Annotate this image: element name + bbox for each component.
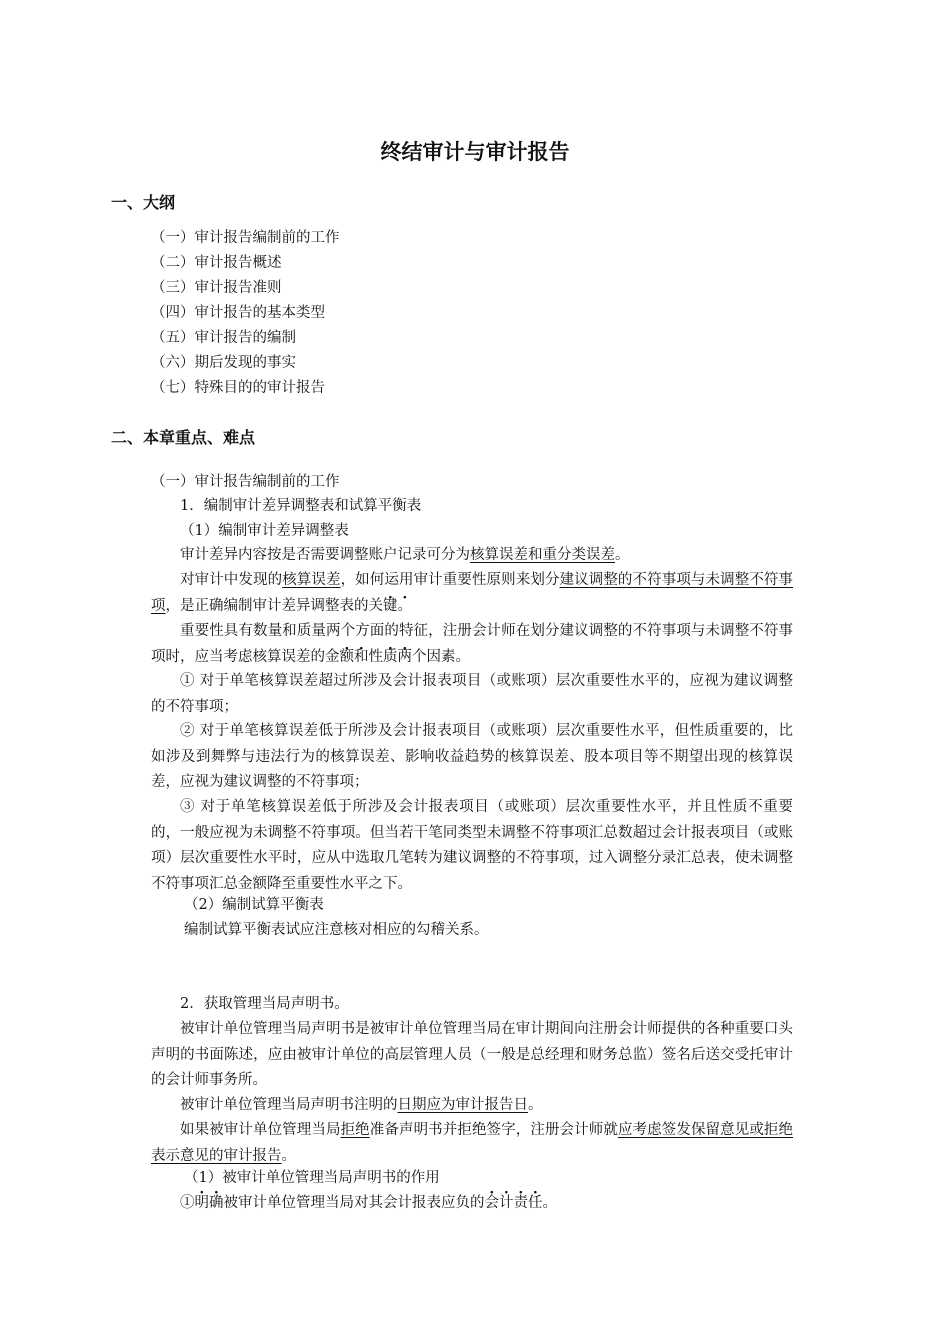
paragraph: ② 对于单笔核算误差低于所涉及会计报表项目（或账项）层次重要性水平，但性质重要的，比如涉及到舞弊与违法行为的核算误差、影响收益趋势的核算误差、股本项目等不期望出现的核算误差，应视为建议调整的不符事项； bbox=[151, 723, 793, 790]
emphasis-char: 明 bbox=[194, 1195, 209, 1211]
subsection-heading: 2．获取管理当局声明书。 bbox=[180, 996, 349, 1012]
emphasis-char: 键 bbox=[383, 597, 398, 614]
underlined-term: 核算误差和重分类误差 bbox=[470, 547, 615, 563]
outline-item: （七）特殊目的的审计报告 bbox=[151, 380, 325, 396]
outline-item: （四）审计报告的基本类型 bbox=[151, 305, 325, 321]
emphasis-char: 质 bbox=[383, 648, 398, 665]
underlined-term: 核算误差 bbox=[282, 572, 341, 588]
paragraph: 被审计单位管理当局声明书是被审计单位管理当局在审计期间向注册会计师提供的各种重要口头声明的书面陈述，应由被审计单位的高层管理人员（一般是总经理和财务总监）签名后送交受托审计的会计师事务所。 bbox=[151, 1021, 793, 1088]
paragraph: 审计差异内容按是否需要调整账户记录可分为核算误差和重分类误差。 bbox=[180, 547, 630, 563]
paragraph: ①明确被审计单位管理当局对其会计报表应负的会计责任。 bbox=[180, 1195, 557, 1211]
underlined-term: 应考虑签发保留意见或拒绝表示意见的审计报告 bbox=[151, 1122, 794, 1164]
subsection-heading: 1．编制审计差异调整表和试算平衡表 bbox=[180, 498, 422, 514]
paragraph: 编制试算平衡表试应注意核对相应的勾稽关系。 bbox=[184, 922, 489, 938]
subsection-item: （1）编制审计差异调整表 bbox=[180, 523, 349, 539]
emphasis-char: 金 bbox=[325, 648, 340, 665]
subsection-item: （2）编制试算平衡表 bbox=[184, 897, 324, 913]
outline-item: （三）审计报告准则 bbox=[151, 280, 282, 296]
emphasis-char: 任 bbox=[528, 1195, 543, 1211]
paragraph: 被审计单位管理当局声明书注明的日期应为审计报告日。 bbox=[180, 1097, 543, 1113]
underlined-term: 建议调整的不符事项与未调整不符事项 bbox=[151, 572, 794, 614]
outline-item: （二）审计报告概述 bbox=[151, 255, 282, 271]
paragraph: ③ 对于单笔核算误差低于所涉及会计报表项目（或账项）层次重要性水平，并且性质不重要的，一般应视为未调整不符事项。但当若干笔同类型未调整不符事项汇总数超过会计报表项目（或账项）层次重要性水平时，应从中选取几笔转为建议调整的不符事项，过入调整分录汇总表，使未调整不符事项汇总金额降至重要性水平之下。 bbox=[151, 799, 793, 892]
paragraph: 重要性具有数量和质量两个方面的特征，注册会计师在划分建议调整的不符事项与未调整不符事项时，应当考虑核算误差的金额和性质两个因素。 bbox=[151, 623, 793, 665]
section-heading: （一）审计报告编制前的工作 bbox=[151, 474, 340, 490]
outline-item: （六）期后发现的事实 bbox=[151, 355, 296, 371]
outline-item: （一）审计报告编制前的工作 bbox=[151, 230, 340, 246]
emphasis-char: 责 bbox=[513, 1195, 528, 1211]
emphasis-char: 关 bbox=[368, 597, 383, 614]
key-points-heading: 二、本章重点、难点 bbox=[111, 428, 256, 447]
emphasis-char: 确 bbox=[209, 1195, 224, 1211]
underlined-term: 拒绝 bbox=[340, 1122, 370, 1138]
emphasis-char: 会 bbox=[484, 1195, 499, 1211]
emphasis-char: 额 bbox=[339, 648, 354, 665]
subsection-item: （1）被审计单位管理当局声明书的作用 bbox=[184, 1170, 440, 1186]
paragraph: 如果被审计单位管理当局拒绝准备声明书并拒绝签字，注册会计师就应考虑签发保留意见或拒绝表示意见的审计报告。 bbox=[151, 1122, 794, 1164]
paragraph: ① 对于单笔核算误差超过所涉及会计报表项目（或账项）层次重要性水平的，应视为建议调整的不符事项； bbox=[151, 673, 793, 715]
underlined-term: 日期应为审计报告日 bbox=[397, 1097, 528, 1113]
document-title: 终结审计与审计报告 bbox=[380, 140, 570, 164]
paragraph: 对审计中发现的核算误差，如何运用审计重要性原则来划分建议调整的不符事项与未调整不符事项，是正确编制审计差异调整表的关键。 bbox=[151, 572, 794, 614]
outline-item: （五）审计报告的编制 bbox=[151, 330, 296, 346]
emphasis-char: 性 bbox=[368, 648, 383, 665]
emphasis-char: 计 bbox=[499, 1195, 514, 1211]
outline-heading: 一、大纲 bbox=[111, 193, 176, 212]
